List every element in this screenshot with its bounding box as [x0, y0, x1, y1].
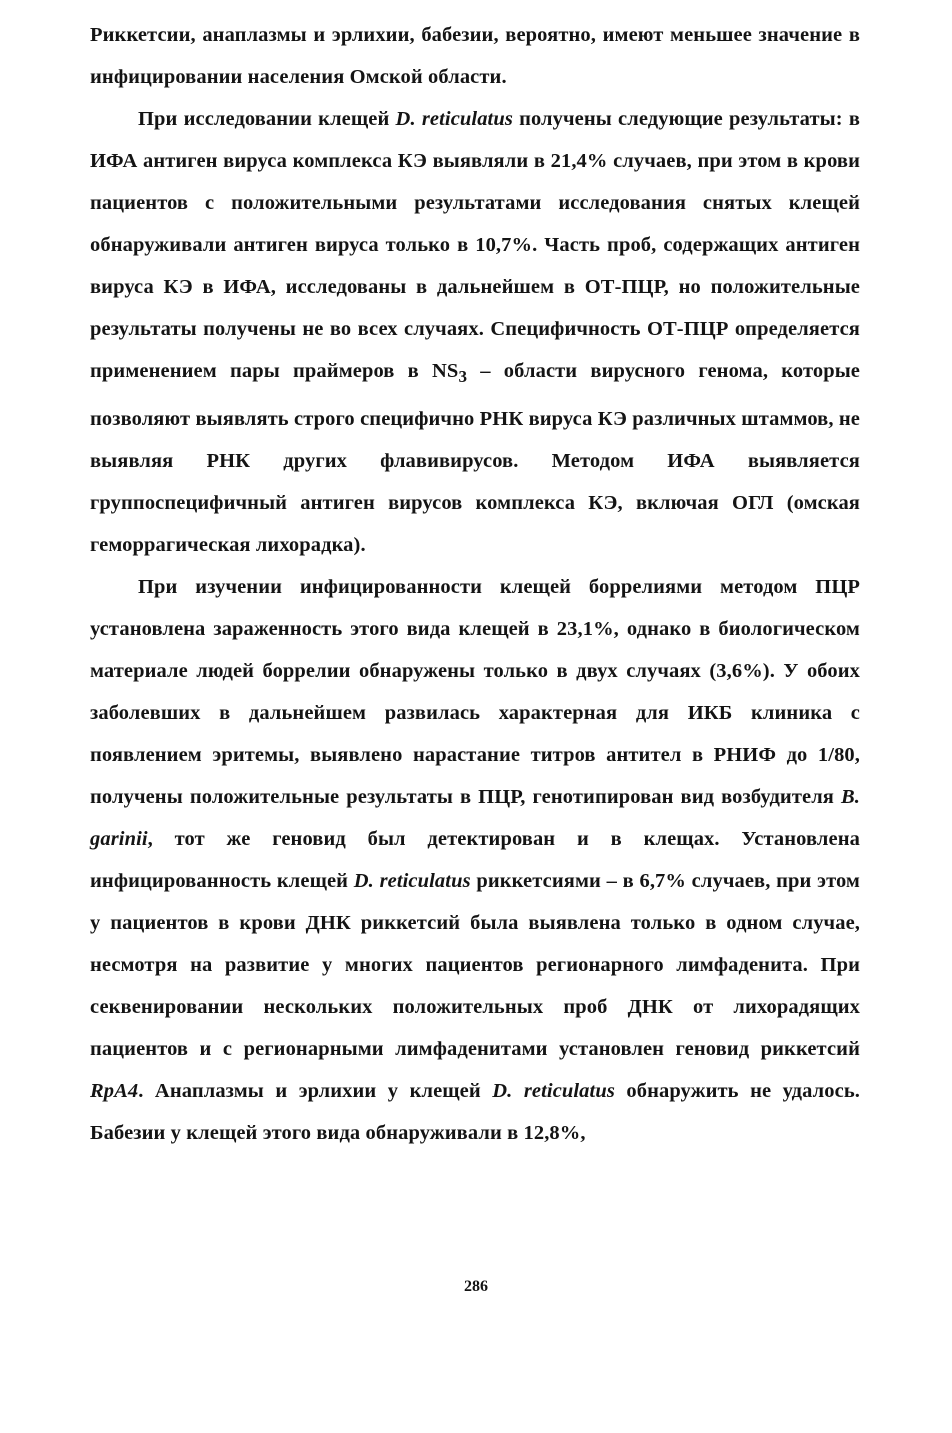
page-number: 286	[464, 1278, 488, 1295]
subscript: 3	[458, 367, 468, 387]
text-run: При изучении инфицированности клещей боррелиями методом ПЦР установлена зараженность этого вида клещей в 23,1%, однако в биологическом материале людей боррелии обнаружены только в двух случаях (3,6%). У обоих заболевших в дальнейшем развилась характерная для ИКБ клиника с появлением эритемы, выявлено нарастание титров антител в РНИФ до 1/80, получены положительные результаты в ПЦР, генотипирован вид возбудителя	[90, 576, 860, 809]
text-run: – области вирусного генома, которые позволяют выявлять строго специфично РНК вируса КЭ различных штаммов, не выявляя РНК других флавивирусов. Методом ИФА выявляется группоспецифичный антиген вирусов комплекса КЭ, включая ОГЛ (омская геморрагическая лихорадка).	[90, 360, 861, 557]
paragraph-3	[90, 566, 860, 1154]
italic-term: B. garinii	[90, 786, 860, 851]
text-run: получены следующие результаты: в ИФА антиген вируса комплекса КЭ выявляли в 21,4% случаев, при этом в крови пациентов с положительными результатами исследования снятых клещей обнаруживали антиген вируса только в 10,7%. Часть проб, содержащих антиген вируса КЭ в ИФА, исследованы в дальнейшем в ОТ-ПЦР, но положительные результаты получены не во всех случаях. Специфичность ОТ-ПЦР определяется применением пары праймеров в NS	[90, 108, 860, 382]
paragraph-1	[90, 14, 860, 98]
text-run: . Анаплазмы и эрлихии у клещей	[138, 1080, 493, 1103]
paragraph-2	[90, 98, 860, 566]
body-text	[90, 14, 860, 1154]
text-run: Риккетсии, анаплазмы и эрлихии, бабезии, вероятно, имеют меньшее значение в инфицировании населения Омской области.	[90, 24, 860, 88]
italic-term: D. reticulatus	[395, 108, 513, 130]
text-run: обнаружить не удалось. Бабезии у клещей этого вида обнаруживали в 12,8%,	[90, 1080, 860, 1145]
text-run: , тот же геновид был детектирован и в клещах. Установлена инфицированность клещей	[90, 828, 860, 893]
italic-term: D. reticulatus	[353, 870, 471, 893]
text-run: риккетсиями – в 6,7% случаев, при этом у пациентов в крови ДНК риккетсий была выявлена только в одном случае, несмотря на развитие у многих пациентов регионарного лимфаденита. При секвенировании нескольких положительных проб ДНК от лихорадящих пациентов и с регионарными лимфаденитами установлен геновид риккетсий	[90, 870, 860, 1061]
text-run: При исследовании клещей	[138, 108, 396, 130]
italic-term: RpA4	[90, 1080, 139, 1103]
italic-term: D. reticulatus	[492, 1080, 615, 1103]
